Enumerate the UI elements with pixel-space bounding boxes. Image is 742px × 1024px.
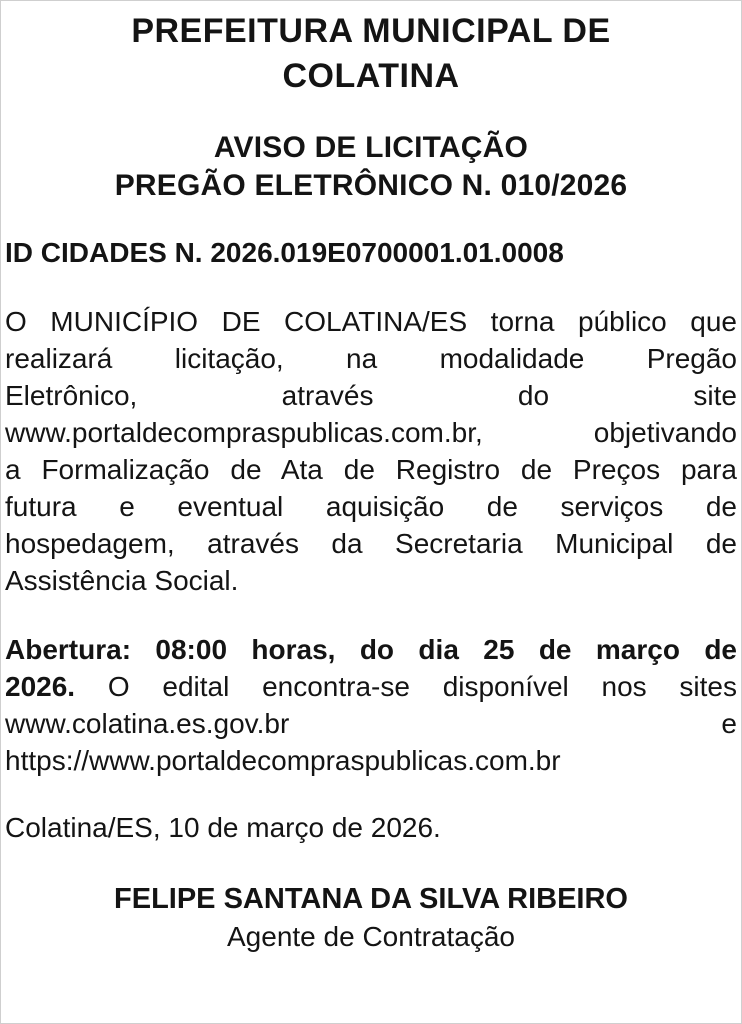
body-line: realizará licitação, na modalidade Pregão [5, 343, 737, 374]
document-content [1, 1, 741, 956]
abertura-line-url2: https://www.portaldecompraspublicas.com.br [5, 745, 561, 776]
id-cidades-line: ID CIDADES N. 2026.019E0700001.01.0008 [5, 237, 564, 268]
signature-role: Agente de Contratação [227, 921, 515, 952]
notice-heading-line2: PREGÃO ELETRÔNICO N. 010/2026 [114, 169, 628, 202]
abertura-paragraph [5, 631, 737, 779]
notice-heading-line1: AVISO DE LICITAÇÃO [213, 131, 529, 164]
dateline: Colatina/ES, 10 de março de 2026. [5, 812, 441, 843]
body-line: www.portaldecompraspublicas.com.br, objetivando [5, 417, 737, 448]
abertura-line-url1: www.colatina.es.gov.br e [5, 708, 737, 739]
body-line: O MUNICÍPIO DE COLATINA/ES torna público que [5, 306, 737, 337]
body-paragraph [5, 303, 737, 599]
page-title-line2: COLATINA [282, 57, 460, 95]
body-line: hospedagem, através da Secretaria Municipal de [5, 528, 737, 559]
abertura-date-bold: 2026. [5, 671, 76, 702]
signature-name: FELIPE SANTANA DA SILVA RIBEIRO [114, 883, 628, 915]
body-line: Eletrônico, através do site [5, 380, 737, 411]
body-line: Assistência Social. [5, 565, 239, 596]
abertura-rest: O edital encontra-se disponível nos sites [107, 671, 737, 702]
body-line: futura e eventual aquisição de serviços de [5, 491, 737, 522]
notice-heading [5, 129, 737, 205]
page-title-line1: PREFEITURA MUNICIPAL DE [131, 12, 611, 50]
body-line: a Formalização de Ata de Registro de Preços para [5, 454, 737, 485]
page-title [5, 9, 737, 99]
signature-block [5, 880, 737, 956]
abertura-line: Abertura: 08:00 horas, do dia 25 de março de [5, 634, 737, 665]
abertura-line [5, 668, 737, 705]
